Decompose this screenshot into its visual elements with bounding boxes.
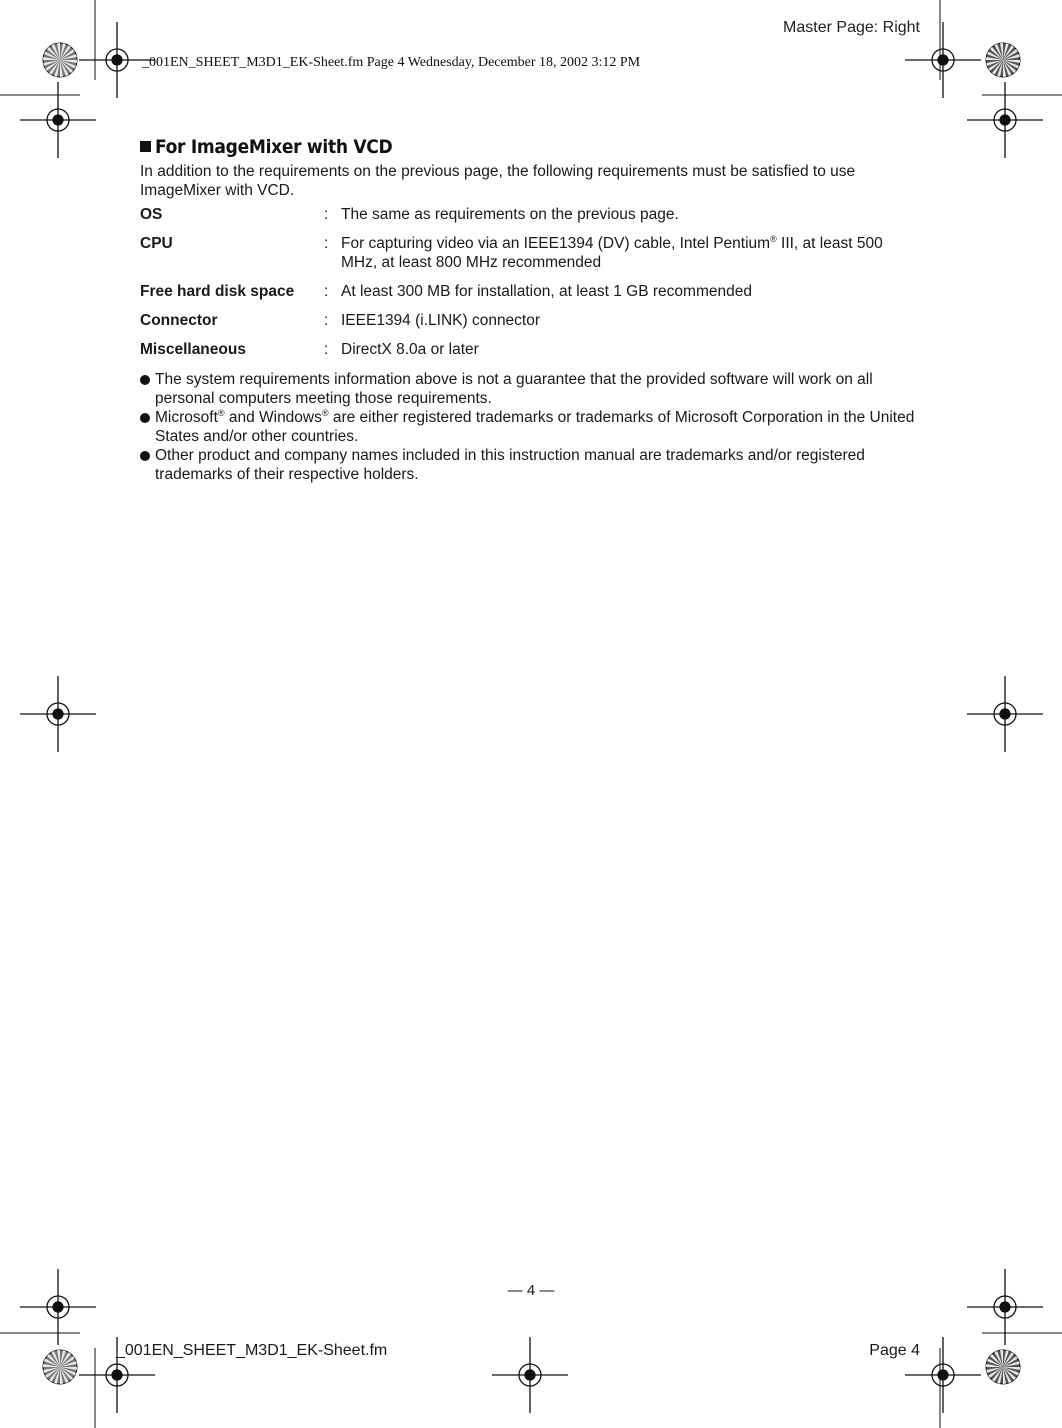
registered-mark: ® (770, 233, 777, 244)
notes-list (140, 370, 930, 484)
note-fragment: Microsoft (155, 409, 218, 426)
square-bullet-icon (140, 141, 151, 152)
color-wheel-icon (43, 1350, 77, 1384)
note-text (155, 409, 914, 445)
master-page-label: Master Page: Right (783, 19, 920, 36)
registration-mark-icon (967, 82, 1043, 158)
registration-mark-icon (967, 676, 1043, 752)
requirement-label: OS (140, 206, 163, 223)
bullet-icon (140, 451, 150, 461)
file-stamp: _001EN_SHEET_M3D1_EK-Sheet.fm Page 4 Wednesday, December 18, 2002 3:12 PM (142, 55, 641, 70)
requirement-value: The same as requirements on the previous page. (341, 206, 679, 223)
note-fragment: and Windows (224, 409, 322, 426)
page-number: — 4 — (507, 1282, 555, 1299)
registered-mark: ® (217, 407, 225, 418)
colon: : (324, 341, 329, 358)
bullet-icon (140, 375, 150, 385)
registration-mark-icon (492, 1337, 568, 1413)
bullet-icon (140, 413, 150, 423)
registration-mark-icon (967, 1269, 1043, 1345)
requirement-label: Miscellaneous (140, 341, 246, 358)
note-item (140, 446, 930, 484)
color-wheel-icon (986, 43, 1020, 77)
color-wheel-icon (986, 1350, 1020, 1384)
value-text: For capturing video via an IEEE1394 (DV) cable, Intel Pentium (341, 235, 771, 252)
registered-mark: ® (321, 407, 329, 418)
note-text: The system requirements information above is not a guarantee that the provided software will work on all personal computers meeting those requirements. (155, 371, 873, 407)
intro-paragraph: In addition to the requirements on the previous page, the following requirements must be satisfied to use ImageMixer with VCD. (140, 163, 856, 199)
section-title-text: For ImageMixer with VCD (155, 136, 393, 158)
color-wheel-icon (43, 43, 77, 77)
requirement-label: Connector (140, 312, 218, 329)
requirement-value: IEEE1394 (i.LINK) connector (341, 312, 541, 329)
colon: : (324, 206, 329, 223)
requirement-label: Free hard disk space (140, 283, 295, 300)
value-text: III, at least 500 MHz, at least 800 MHz recommended (341, 235, 883, 271)
note-text: Other product and company names included in this instruction manual are trademarks and/or registered trademarks of their respective holders. (155, 447, 865, 483)
note-fragment: are either registered trademarks or trademarks of Microsoft Corporation in the United States and/or other countries. (155, 409, 915, 445)
note-item (140, 408, 930, 446)
requirement-label: CPU (140, 235, 173, 252)
colon: : (324, 312, 329, 329)
requirement-value: At least 300 MB for installation, at least 1 GB recommended (341, 283, 752, 300)
registration-mark-icon (20, 676, 96, 752)
requirement-value: DirectX 8.0a or later (341, 341, 479, 358)
footer-file-name: _001EN_SHEET_M3D1_EK-Sheet.fm (116, 1342, 388, 1359)
note-item (140, 370, 930, 408)
colon: : (324, 283, 329, 300)
registration-mark-icon (20, 1269, 96, 1345)
registration-mark-icon (20, 82, 96, 158)
requirement-value (341, 235, 911, 272)
colon: : (324, 235, 329, 252)
section-title (140, 136, 392, 158)
footer-page-label: Page 4 (869, 1342, 920, 1359)
